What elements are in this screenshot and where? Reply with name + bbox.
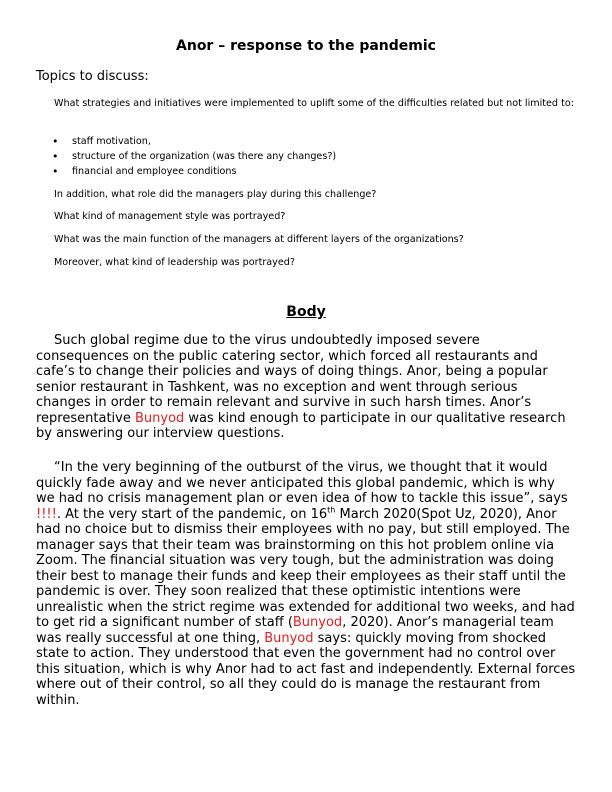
bullet-item — [36, 149, 336, 164]
paragraph-text: “In the very beginning of the outburst of the virus, we thought that it would quickly fade away and we never anticipated this global pandemic, which is why we had no crisis management plan or even idea of how to tackle this issue”, says — [36, 460, 568, 506]
body-paragraph-1 — [36, 333, 576, 442]
document-title: Anor – response to the pandemic — [176, 38, 436, 54]
question-item: What was the main function of the managers at different layers of the organizations? — [54, 234, 464, 245]
paragraph-text: , 2020). Anor’s managerial team was really successful at one thing, — [36, 615, 554, 646]
paragraph-text: March 2020(Spot Uz, 2020), Anor had no choice but to dismiss their employees with no pay, but still employed. The manager says that their team was brainstorming on this hot problem online via Zoom. The financial situation was very tough, but the administration was doing their best to manage their funds and keep their employees as their staff until the pandemic is over. They soon realized that these optimistic intentions were unrealistic when the strict regime was extended for additional two weeks, and had to get rid a significant number of staff ( — [36, 506, 575, 630]
topics-heading: Topics to discuss: — [36, 69, 149, 84]
highlighted-name: Bunyod — [134, 410, 185, 426]
highlighted-name: Bunyod — [292, 615, 343, 630]
paragraph-text: . At the very start of the pandemic, on 16 — [56, 506, 328, 522]
paragraph-text: says: quickly moving from shocked state to action. They understood that even the government had no control over this situation, which is why Anor had to act fast and independently. External forces where out of their control, so all they could do is manage the restaurant from within. — [36, 630, 576, 708]
question-item: In addition, what role did the managers play during this challenge? — [54, 189, 377, 200]
paragraph-text: Such global regime due to the virus undoubtedly imposed severe consequences on the public catering sector, which forced all restaurants and cafe’s to change their policies and ways of doing things. Anor, being a popular senior restaurant in Tashkent, was no exception and went through serious changes in order to remain relevant and survive in such harsh times. Anor’s representative — [36, 333, 548, 426]
bullet-item — [36, 134, 336, 149]
bullet-dot-icon: • — [52, 150, 59, 163]
bullet-item — [36, 164, 336, 179]
bullet-text: staff motivation, — [72, 136, 151, 147]
ordinal-superscript: th — [327, 505, 336, 515]
topics-bullet-list — [36, 134, 336, 179]
bullet-dot-icon: • — [52, 165, 59, 178]
highlighted-name: Bunyod — [264, 630, 314, 646]
bullet-text: structure of the organization (was there any changes?) — [72, 151, 337, 162]
body-paragraph-2 — [36, 460, 576, 708]
bullet-dot-icon: • — [52, 135, 59, 148]
paragraph-text: was kind enough to participate in our qualitative research by answering our interview questions. — [36, 410, 566, 441]
question-item: Moreover, what kind of leadership was portrayed? — [54, 257, 295, 268]
body-heading: Body — [286, 304, 326, 320]
highlighted-marker: !!!! — [36, 506, 57, 522]
question-item: What kind of management style was portrayed? — [54, 211, 286, 222]
intro-question: What strategies and initiatives were implemented to uplift some of the difficulties related but not limited to: — [54, 98, 574, 109]
bullet-text: financial and employee conditions — [72, 166, 237, 177]
